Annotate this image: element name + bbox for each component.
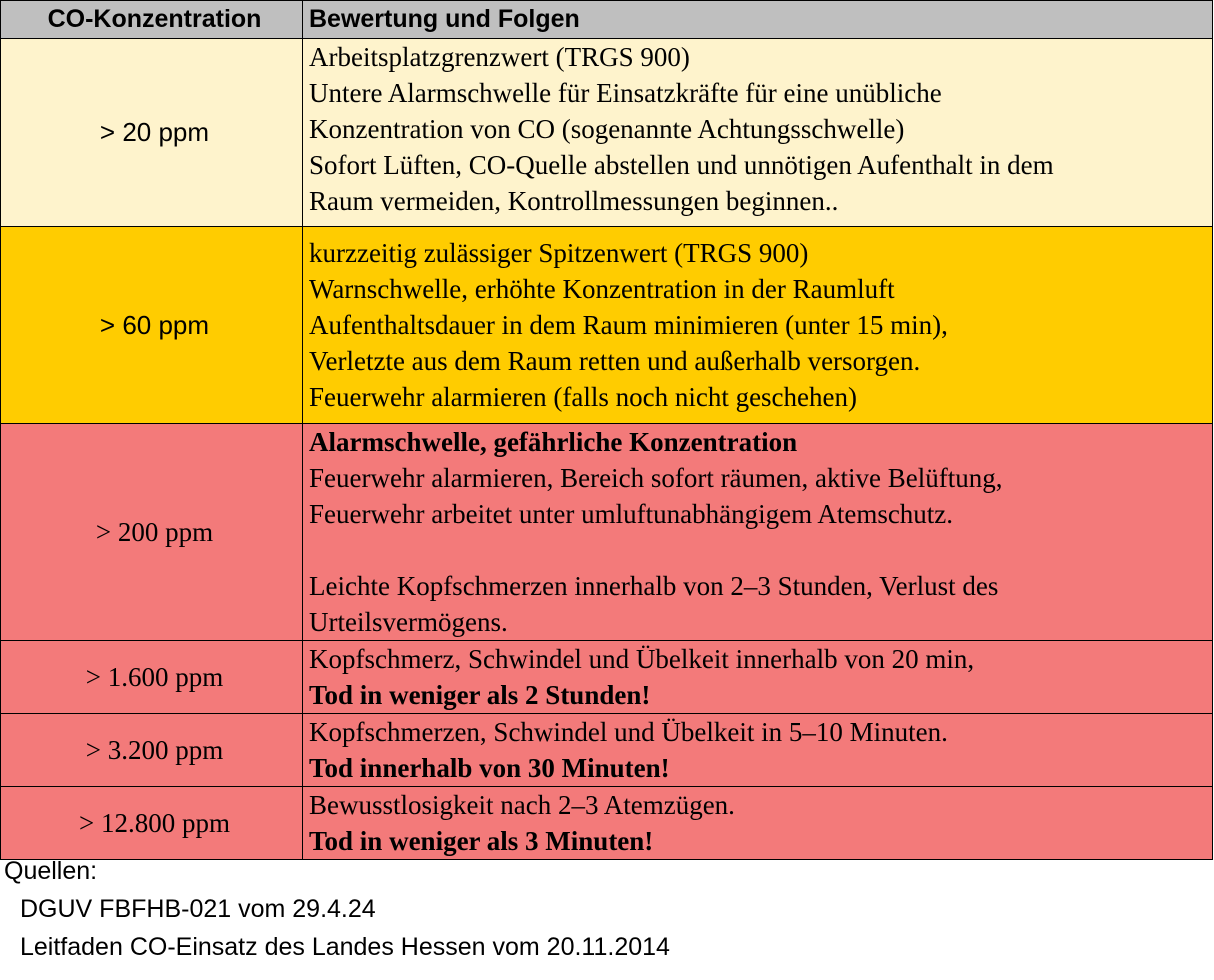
assessment-text [303,39,1213,227]
assessment-text [303,424,1213,641]
table-row [1,424,1213,641]
text-line: Untere Alarmschwelle für Einsatzkräfte für eine unübliche [309,78,942,108]
assessment-text [303,641,1213,714]
text-line: Feuerwehr alarmieren, Bereich sofort räumen, aktive Belüftung, [309,463,1003,493]
text-line: Sofort Lüften, CO-Quelle abstellen und unnötigen Aufenthalt in dem [309,150,1054,180]
concentration-level: > 3.200 ppm [1,714,303,787]
source-item: DGUV FBFHB-021 vom 29.4.24 [20,895,376,923]
text-line: Aufenthaltsdauer in dem Raum minimieren (unter 15 min), [309,310,948,340]
table-row [1,787,1213,860]
text-line: Warnschwelle, erhöhte Konzentration in der Raumluft [309,274,895,304]
text-line: Kopfschmerzen, Schwindel und Übelkeit in 5–10 Minuten. [309,717,948,747]
concentration-level: > 12.800 ppm [1,787,303,860]
table-row [1,227,1213,424]
text-line: Raum vermeiden, Kontrollmessungen beginnen.. [309,186,839,216]
assessment-text [303,787,1213,860]
assessment-text [303,227,1213,424]
text-line: Bewusstlosigkeit nach 2–3 Atemzügen. [309,790,735,820]
text-line: Tod in weniger als 2 Stunden! [309,680,651,710]
sources-label: Quellen: [4,857,98,885]
text-line: Leichte Kopfschmerzen innerhalb von 2–3 Stunden, Verlust des [309,571,999,601]
assessment-text [303,714,1213,787]
header-assessment: Bewertung und Folgen [303,1,1213,39]
text-line: Alarmschwelle, gefährliche Konzentration [309,427,798,457]
text-line: Feuerwehr alarmieren (falls noch nicht geschehen) [309,382,858,412]
text-line: kurzzeitig zulässiger Spitzenwert (TRGS 900) [309,238,809,268]
source-item: Leitfaden CO-Einsatz des Landes Hessen vom 20.11.2014 [20,933,670,961]
header-row [1,1,1213,39]
concentration-level: > 20 ppm [1,39,303,227]
text-line: Tod innerhalb von 30 Minuten! [309,753,670,783]
text-line: Feuerwehr arbeitet unter umluftunabhängigem Atemschutz. [309,499,954,529]
sources-section [4,852,670,966]
text-line: Konzentration von CO (sogenannte Achtungsschwelle) [309,114,905,144]
table-row [1,641,1213,714]
concentration-level: > 60 ppm [1,227,303,424]
text-line: Urteilsvermögens. [309,607,508,637]
text-line: Tod in weniger als 3 Minuten! [309,826,654,856]
concentration-level: > 200 ppm [1,424,303,641]
table-row [1,39,1213,227]
concentration-level: > 1.600 ppm [1,641,303,714]
table-row [1,714,1213,787]
text-line: Arbeitsplatzgrenzwert (TRGS 900) [309,42,690,72]
text-line: Kopfschmerz, Schwindel und Übelkeit innerhalb von 20 min, [309,644,975,674]
text-line: Verletzte aus dem Raum retten und außerhalb versorgen. [309,346,921,376]
blank-line [309,532,1212,568]
header-concentration: CO-Konzentration [1,1,303,39]
